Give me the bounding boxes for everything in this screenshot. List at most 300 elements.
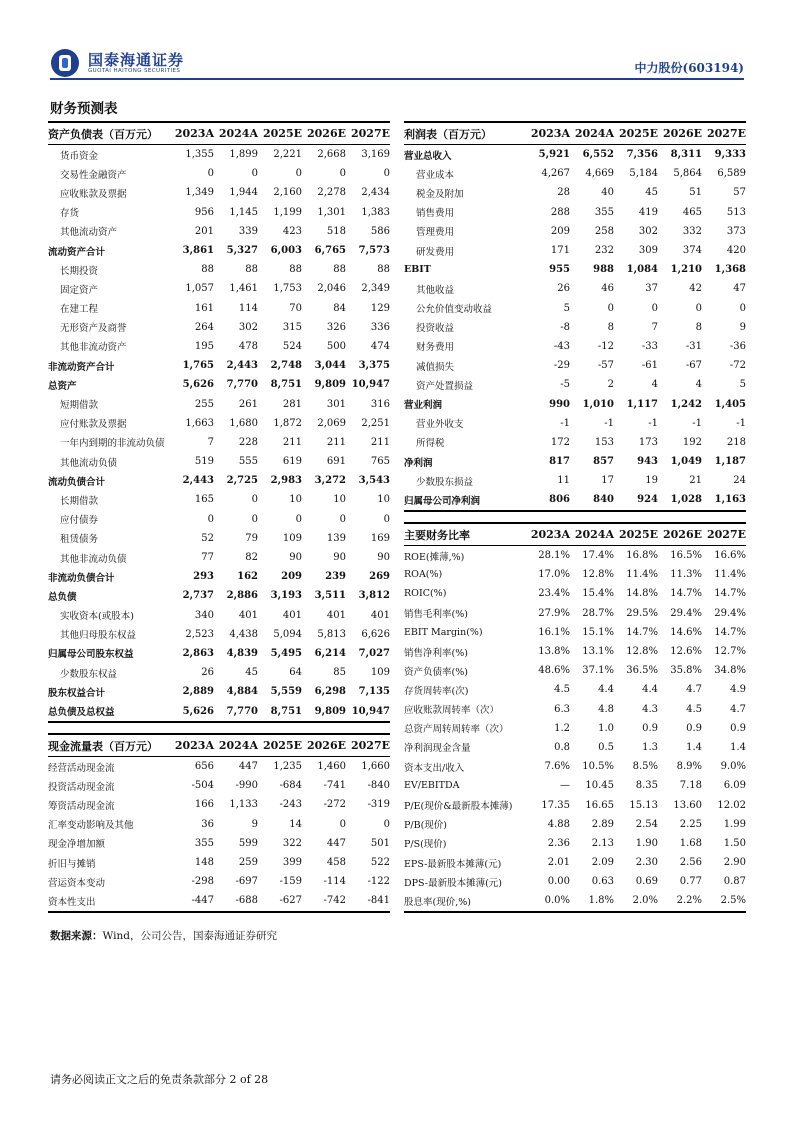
table-cell: 0 — [295, 168, 302, 180]
table-cell: 2.36 — [547, 837, 570, 849]
table-cell: 26 — [201, 667, 214, 679]
table-cell: 465 — [682, 206, 702, 218]
table-cell: -122 — [367, 876, 390, 888]
table-cell: 2.90 — [723, 857, 746, 869]
table-cell: 139 — [326, 532, 346, 544]
table-cell: 232 — [594, 245, 614, 257]
table-cell: 840 — [570, 490, 614, 510]
table-cell: 1,301 — [317, 206, 346, 218]
row-label: 归属母公司股东权益 — [48, 649, 134, 661]
table-cell: 339 — [238, 225, 258, 237]
table-cell: 586 — [370, 225, 390, 237]
table-cell: 817 — [549, 456, 570, 468]
table-cell: 14 — [289, 818, 302, 830]
table-cell: 172 — [550, 436, 570, 448]
table-cell: 6,626 — [361, 628, 390, 640]
table-cell: 2.09 — [591, 857, 614, 869]
table-cell: 1.8% — [570, 891, 614, 911]
table-row — [404, 776, 746, 795]
table-cell: 7,770 — [226, 379, 258, 391]
row-label: 折旧与摊销 — [48, 858, 96, 870]
row-label: 销售净利率(%) — [404, 647, 468, 659]
table-cell: 765 — [370, 456, 390, 468]
table-row — [48, 471, 390, 490]
brand-name-en: GUOTAI HAITONG SECURITIES — [88, 68, 181, 74]
table-cell: 2,434 — [361, 187, 390, 199]
table-cell: 153 — [594, 436, 614, 448]
table-cell: 956 — [194, 206, 214, 218]
table-row — [404, 872, 746, 891]
row-label: 其他非流动负债 — [60, 553, 127, 565]
table-cell: 3,044 — [314, 360, 346, 372]
table-row — [48, 872, 390, 891]
table-cell: 12.02 — [717, 799, 746, 811]
table-cell: 2,443 — [226, 360, 258, 372]
table-cell: -319 — [367, 799, 390, 811]
table-cell: 5,495 — [270, 647, 302, 659]
row-label: P/B(现价) — [404, 820, 447, 832]
table-cell: 7,573 — [358, 245, 390, 257]
year-header: 2026E — [302, 122, 346, 145]
table-cell: 211 — [282, 436, 302, 448]
table-cell: -841 — [346, 891, 390, 911]
row-label: 现金净增加额 — [48, 839, 106, 851]
table-cell: 258 — [594, 225, 614, 237]
table-cell: 28.7% — [582, 607, 614, 619]
table-cell: 281 — [282, 398, 302, 410]
table-row — [48, 279, 390, 298]
table-cell: 4.9 — [730, 684, 746, 696]
table-cell: 7,356 — [626, 149, 658, 161]
table-cell: 211 — [326, 436, 346, 448]
table-cell: 14.6% — [670, 626, 702, 638]
stock-code: 中力股份(603194) — [634, 61, 744, 75]
table-cell: 14.7% — [714, 588, 746, 600]
row-label: 总负债 — [48, 591, 77, 603]
table-cell: 45 — [245, 667, 258, 679]
data-source-label: 数据来源： — [50, 930, 103, 942]
table-cell: -67 — [685, 360, 702, 372]
table-row — [404, 183, 746, 202]
table-cell: 1.99 — [723, 818, 746, 830]
table-cell: 10 — [377, 494, 390, 506]
table-cell: 5,921 — [538, 149, 570, 161]
table-cell: 5,559 — [270, 686, 302, 698]
table-cell: 169 — [370, 532, 390, 544]
table-cell: -272 — [323, 799, 346, 811]
table-cell: 10.45 — [585, 780, 614, 792]
row-label: 公允价值变动收益 — [416, 304, 493, 316]
header-divider — [50, 78, 744, 80]
table-cell: 1.3 — [642, 741, 658, 753]
table-cell: 88 — [377, 264, 390, 276]
table-cell: 0.9 — [642, 722, 658, 734]
table-row — [48, 663, 390, 682]
table-cell: 27.9% — [538, 607, 570, 619]
table-cell: 8.5% — [632, 761, 658, 773]
row-label: 流动资产合计 — [48, 246, 106, 258]
table-cell: 4.88 — [547, 818, 570, 830]
row-label: 应付债券 — [60, 515, 99, 527]
table-cell: 0.00 — [547, 876, 570, 888]
table-cell: 0 — [739, 302, 746, 314]
table-cell: -688 — [214, 891, 258, 911]
table-cell: 15.4% — [582, 588, 614, 600]
table-cell: 990 — [549, 398, 570, 410]
table-cell: 88 — [289, 264, 302, 276]
table-cell: 28 — [557, 187, 570, 199]
table-cell: 332 — [682, 225, 702, 237]
table-row — [404, 414, 746, 433]
table-cell: 301 — [326, 398, 346, 410]
table-cell: 57 — [733, 187, 746, 199]
row-label: EBIT — [404, 264, 431, 276]
table-cell: -684 — [279, 780, 302, 792]
table-cell: 9 — [739, 321, 746, 333]
row-label: 总资产周转周转率（次） — [404, 724, 509, 736]
table-cell: 1,680 — [229, 417, 258, 429]
table-cell: 3,511 — [314, 590, 346, 602]
table-row — [48, 701, 390, 721]
table-cell: 513 — [726, 206, 746, 218]
row-label: 一年内到期的非流动负债 — [60, 438, 165, 450]
table-cell: 0.9 — [686, 722, 702, 734]
row-label: 应收账款及票据 — [60, 188, 127, 200]
page-footer: 请务必阅读正文之后的免责条款部分 2 of 28 — [50, 1073, 269, 1086]
table-cell: 17.35 — [541, 799, 570, 811]
table-cell: 302 — [238, 321, 258, 333]
table-row — [48, 318, 390, 337]
table-cell: 8,751 — [270, 379, 302, 391]
table-row — [404, 719, 746, 738]
table-cell: — — [560, 780, 570, 792]
table-cell: -36 — [729, 340, 746, 352]
table-cell: 209 — [550, 225, 570, 237]
table-row — [48, 682, 390, 701]
table-cell: 4 — [651, 379, 658, 391]
table-cell: 14.7% — [714, 626, 746, 638]
table-cell: 12.7% — [714, 646, 746, 658]
table-cell: 171 — [550, 245, 570, 257]
table-cell: 5 — [563, 302, 570, 314]
table-cell: 10.5% — [582, 761, 614, 773]
table-cell: 7.6% — [544, 761, 570, 773]
table-cell: 10 — [289, 494, 302, 506]
table-cell: 4.3 — [642, 703, 658, 715]
table-row — [404, 604, 746, 623]
table-cell: 4.7 — [730, 703, 746, 715]
table-cell: 17.0% — [538, 569, 570, 581]
table-cell: 4,669 — [585, 168, 614, 180]
table-cell: 447 — [238, 761, 258, 773]
table-cell: 691 — [326, 456, 346, 468]
table-row — [404, 680, 746, 699]
table-cell: 21 — [689, 475, 702, 487]
table-cell: 9,809 — [302, 701, 346, 721]
table-cell: 28.1% — [538, 550, 570, 562]
table-cell: 7,770 — [214, 701, 258, 721]
table-row — [404, 241, 746, 260]
page-title: 财务预测表 — [50, 101, 118, 117]
year-header: 2027E — [702, 523, 746, 546]
table-cell: 1,355 — [185, 149, 214, 161]
table-cell: 17.4% — [582, 550, 614, 562]
table-cell: 1,349 — [185, 187, 214, 199]
table-cell: 2.2% — [658, 891, 702, 911]
table-cell: 161 — [194, 302, 214, 314]
table-cell: 4,438 — [229, 628, 258, 640]
table-cell: 16.1% — [538, 626, 570, 638]
table-cell: 2.01 — [547, 857, 570, 869]
row-label: 销售费用 — [416, 208, 455, 220]
row-label: 其他非流动资产 — [60, 342, 127, 354]
table-cell: 1,049 — [670, 456, 702, 468]
table-cell: 1,872 — [273, 417, 302, 429]
table-cell: 6,298 — [314, 686, 346, 698]
table-cell: 316 — [370, 398, 390, 410]
year-header: 2024A — [214, 734, 258, 757]
table-cell: 5,626 — [182, 379, 214, 391]
table-cell: 90 — [333, 552, 346, 564]
row-label: 非流动负债合计 — [48, 572, 115, 584]
table-cell: 1,084 — [626, 264, 658, 276]
table-row — [404, 375, 746, 394]
table-cell: 261 — [238, 398, 258, 410]
table-cell: 309 — [638, 245, 658, 257]
table-row — [404, 145, 746, 165]
row-label: ROIC(%) — [404, 588, 447, 600]
table-cell: 90 — [377, 552, 390, 564]
balance-sheet-table — [48, 121, 390, 723]
table-row — [404, 394, 746, 413]
table-cell: 2.25 — [679, 818, 702, 830]
table-row — [48, 815, 390, 834]
row-label: 资本性支出 — [48, 891, 170, 911]
table-cell: -43 — [553, 340, 570, 352]
table-cell: 7,135 — [358, 686, 390, 698]
table-cell: 0.63 — [591, 876, 614, 888]
row-label: 应收账款周转率（次） — [404, 705, 500, 717]
table-cell: 447 — [326, 837, 346, 849]
table-cell: 7,027 — [358, 647, 390, 659]
company-logo-icon — [50, 48, 80, 78]
table-row — [48, 644, 390, 663]
brand-name: 国泰海通证券 — [88, 51, 185, 69]
year-header: 2025E — [614, 122, 658, 145]
table-row — [48, 260, 390, 279]
table-cell: 0 — [607, 302, 614, 314]
table-cell: 2,668 — [317, 149, 346, 161]
table-cell: 109 — [370, 667, 390, 679]
table-cell: 13.60 — [673, 799, 702, 811]
row-label: ROE(摊薄,%) — [404, 551, 465, 563]
table-cell: 1.50 — [723, 837, 746, 849]
table-cell: 4,884 — [226, 686, 258, 698]
data-source-text: Wind，公司公告，国泰海通证券研究 — [102, 930, 277, 942]
table-row — [48, 222, 390, 241]
table-cell: -5 — [560, 379, 570, 391]
table-cell: 4.5 — [554, 684, 570, 696]
table-cell: -741 — [323, 780, 346, 792]
table-row — [404, 318, 746, 337]
table-cell: -8 — [560, 321, 570, 333]
table-cell: 5,327 — [226, 245, 258, 257]
table-cell: 48.6% — [538, 665, 570, 677]
financial-ratios-header — [404, 523, 746, 546]
table-cell: 302 — [638, 225, 658, 237]
table-cell: 16.8% — [626, 550, 658, 562]
table-cell: -447 — [170, 891, 214, 911]
row-label: 投资活动现金流 — [48, 781, 115, 793]
year-header: 2023A — [170, 122, 214, 145]
table-cell: 5,184 — [629, 168, 658, 180]
table-cell: 2,886 — [226, 590, 258, 602]
table-cell: 201 — [194, 225, 214, 237]
table-cell: 340 — [194, 609, 214, 621]
table-cell: -12 — [597, 340, 614, 352]
table-cell: 2,069 — [317, 417, 346, 429]
table-cell: 36.5% — [626, 665, 658, 677]
row-label: 流动负债合计 — [48, 476, 106, 488]
table-row — [48, 490, 390, 509]
row-label: 管理费用 — [416, 227, 455, 239]
table-cell: 1,235 — [273, 761, 302, 773]
table-row — [404, 584, 746, 603]
table-row — [48, 299, 390, 318]
table-cell: 2,349 — [361, 283, 390, 295]
table-cell: 2,737 — [182, 590, 214, 602]
table-cell: 0 — [207, 168, 214, 180]
row-label: 实收资本(或股本) — [60, 611, 134, 623]
table-heading: 利润表（百万元） — [404, 122, 526, 145]
row-label: 总负债及总权益 — [48, 701, 170, 721]
table-cell: 8 — [607, 321, 614, 333]
table-cell: 0 — [295, 513, 302, 525]
table-cell: -159 — [279, 876, 302, 888]
table-cell: 8,311 — [670, 149, 702, 161]
table-cell: 29.4% — [670, 607, 702, 619]
row-label: 营业外收支 — [416, 419, 464, 431]
table-row — [48, 625, 390, 644]
table-cell: 2,983 — [270, 475, 302, 487]
table-cell: 0 — [339, 513, 346, 525]
table-row — [404, 279, 746, 298]
year-header: 2025E — [258, 734, 302, 757]
table-cell: 955 — [549, 264, 570, 276]
table-cell: 0 — [339, 818, 346, 830]
row-label: 其他归母股东权益 — [60, 630, 137, 642]
year-header: 2025E — [614, 523, 658, 546]
table-cell: -243 — [279, 799, 302, 811]
table-row — [48, 145, 390, 165]
row-label: EPS-最新股本摊薄(元) — [404, 858, 502, 870]
table-cell: 3,272 — [314, 475, 346, 487]
table-cell: 84 — [333, 302, 346, 314]
table-cell: 13.8% — [538, 646, 570, 658]
table-cell: 0 — [251, 513, 258, 525]
table-cell: 2,278 — [317, 187, 346, 199]
table-cell: 24 — [733, 475, 746, 487]
table-cell: 12.8% — [626, 646, 658, 658]
table-cell: -29 — [553, 360, 570, 372]
table-cell: 4,267 — [541, 168, 570, 180]
table-cell: 2,221 — [273, 149, 302, 161]
table-row — [404, 738, 746, 757]
row-label: 营业成本 — [416, 169, 455, 181]
table-cell: -57 — [597, 360, 614, 372]
table-cell: 114 — [238, 302, 258, 314]
table-cell: 0.9 — [730, 722, 746, 734]
row-label: DPS-最新股本摊薄(元) — [404, 877, 502, 889]
table-cell: 0.69 — [635, 876, 658, 888]
table-cell: 1,145 — [229, 206, 258, 218]
table-row — [48, 776, 390, 795]
table-cell: 1,199 — [273, 206, 302, 218]
table-row — [48, 164, 390, 183]
table-cell: 522 — [370, 857, 390, 869]
row-label: 所得税 — [416, 438, 445, 450]
table-cell: 6.09 — [723, 780, 746, 792]
table-cell: 806 — [526, 490, 570, 510]
table-cell: 5,864 — [673, 168, 702, 180]
table-cell: 12.8% — [582, 569, 614, 581]
table-cell: 656 — [194, 761, 214, 773]
table-cell: -72 — [729, 360, 746, 372]
table-row — [404, 815, 746, 834]
row-label: 净利润 — [404, 457, 433, 469]
table-cell: 264 — [194, 321, 214, 333]
row-label: 资产处置损益 — [416, 380, 474, 392]
table-cell: 7.18 — [679, 780, 702, 792]
table-cell: 79 — [245, 532, 258, 544]
table-cell: 501 — [370, 837, 390, 849]
table-row — [48, 567, 390, 586]
table-cell: 0 — [207, 513, 214, 525]
table-cell: 8.9% — [676, 761, 702, 773]
table-cell: 420 — [726, 245, 746, 257]
row-label: 资本支出/收入 — [404, 762, 465, 774]
table-cell: 16.5% — [670, 550, 702, 562]
table-cell: 1,405 — [714, 398, 746, 410]
table-row — [404, 661, 746, 680]
table-row — [48, 241, 390, 260]
table-cell: 474 — [370, 340, 390, 352]
table-row — [404, 356, 746, 375]
table-cell: 29.5% — [626, 607, 658, 619]
row-label: 长期借款 — [60, 495, 99, 507]
table-cell: 9.0% — [720, 761, 746, 773]
row-label: ROA(%) — [404, 569, 443, 581]
year-header: 2023A — [170, 734, 214, 757]
row-label: 短期借款 — [60, 400, 99, 412]
cash-flow-header — [48, 734, 390, 757]
table-cell: 5,094 — [273, 628, 302, 640]
year-header: 2026E — [658, 122, 702, 145]
row-label: 汇率变动影响及其他 — [48, 820, 134, 832]
table-cell: 5,813 — [317, 628, 346, 640]
table-cell: 2.30 — [635, 857, 658, 869]
table-cell: 500 — [326, 340, 346, 352]
table-cell: 11 — [557, 475, 570, 487]
table-cell: 2,443 — [182, 475, 214, 487]
table-cell: -33 — [641, 340, 658, 352]
table-row — [48, 510, 390, 529]
table-cell: 0 — [383, 818, 390, 830]
table-row — [404, 623, 746, 642]
row-label: 营业利润 — [404, 400, 443, 412]
table-cell: 1.2 — [554, 722, 570, 734]
table-cell: -840 — [367, 780, 390, 792]
